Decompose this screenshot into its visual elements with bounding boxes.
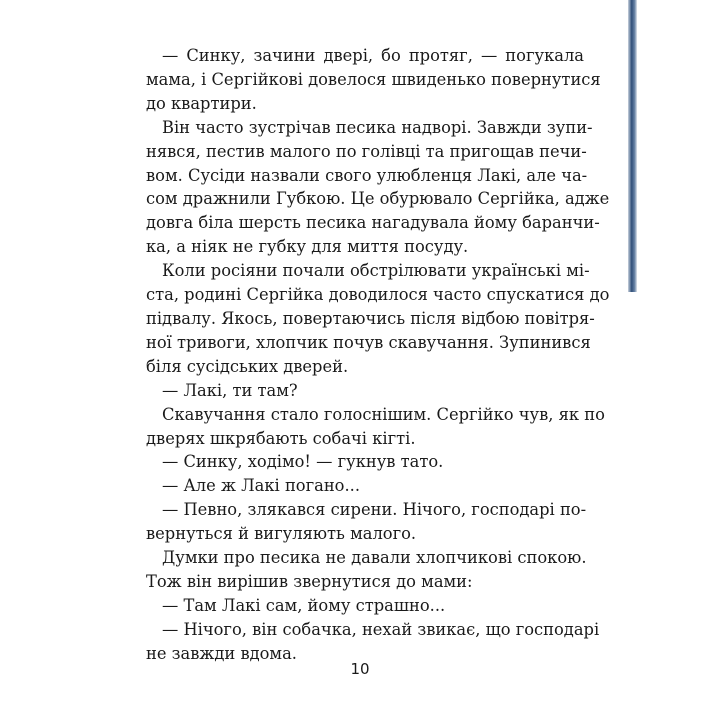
neighbor-page-edge — [628, 0, 637, 292]
page-text — [146, 44, 610, 666]
text-line: Він часто зустрічав песика надворі. Завжди зупи- — [162, 117, 593, 137]
paragraph-11 — [146, 618, 600, 666]
paragraph-9 — [146, 546, 587, 594]
text-line: вернуться й вигуляють малого. — [146, 524, 417, 544]
page-number: 10 — [350, 660, 370, 678]
text-line: Тож він вирішив звернутися до мами: — [146, 571, 473, 591]
text-line: підвалу. Якось, повертаючись після відбою повітря- — [146, 308, 595, 328]
paragraph-2 — [146, 116, 610, 259]
text-line: — Там Лакі сам, йому страшно... — [162, 595, 446, 615]
paragraph-4 — [146, 379, 584, 403]
text-line: ста, родині Сергійка доводилося часто спускатися до — [146, 285, 610, 305]
text-line: — Певно, злякався сирени. Нічого, господарі по- — [162, 500, 587, 520]
paragraph-8 — [146, 498, 587, 546]
text-line: сом дражнили Губкою. Це обурювало Сергійка, адже — [146, 189, 610, 209]
text-line: вом. Сусіди назвали свого улюбленця Лакі, але ча- — [146, 165, 588, 185]
text-line: Скавучання стало голоснішим. Сергійко чув, як по — [162, 404, 605, 424]
text-line: Думки про песика не давали хлопчикові спокою. — [162, 548, 587, 568]
paragraph-1 — [146, 44, 601, 116]
paragraph-10 — [146, 594, 584, 618]
text-line: нявся, пестив малого по голівці та пригощав печи- — [146, 141, 587, 161]
paragraph-6 — [146, 450, 584, 474]
text-line: мама, і Сергійкові довелося швиденько повернутися — [146, 69, 601, 89]
text-line: ка, а ніяк не губку для миття посуду. — [146, 237, 469, 257]
text-line: дверях шкрябають собачі кігті. — [146, 428, 416, 448]
text-line: Коли росіяни почали обстрілювати українські мі- — [162, 261, 590, 281]
text-line: не завжди вдома. — [146, 643, 297, 663]
text-line: біля сусідських дверей. — [146, 356, 349, 376]
text-line: — Нічого, він собачка, нехай звикає, що господарі — [162, 619, 600, 639]
paragraph-7 — [146, 474, 584, 498]
paragraph-3 — [146, 259, 610, 379]
text-line: — Синку, зачини двері, бо протяг, — погукала — [162, 46, 584, 65]
text-line: довга біла шерсть песика нагадувала йому баранчи- — [146, 213, 600, 233]
paragraph-5 — [146, 403, 605, 451]
text-line: — Синку, ходімо! — гукнув тато. — [162, 452, 444, 472]
text-line: — Лакі, ти там? — [162, 380, 298, 400]
text-line: ної тривоги, хлопчик почув скавучання. Зупинився — [146, 332, 591, 352]
text-line: до квартири. — [146, 93, 257, 113]
text-line: — Але ж Лакі погано... — [162, 476, 361, 496]
